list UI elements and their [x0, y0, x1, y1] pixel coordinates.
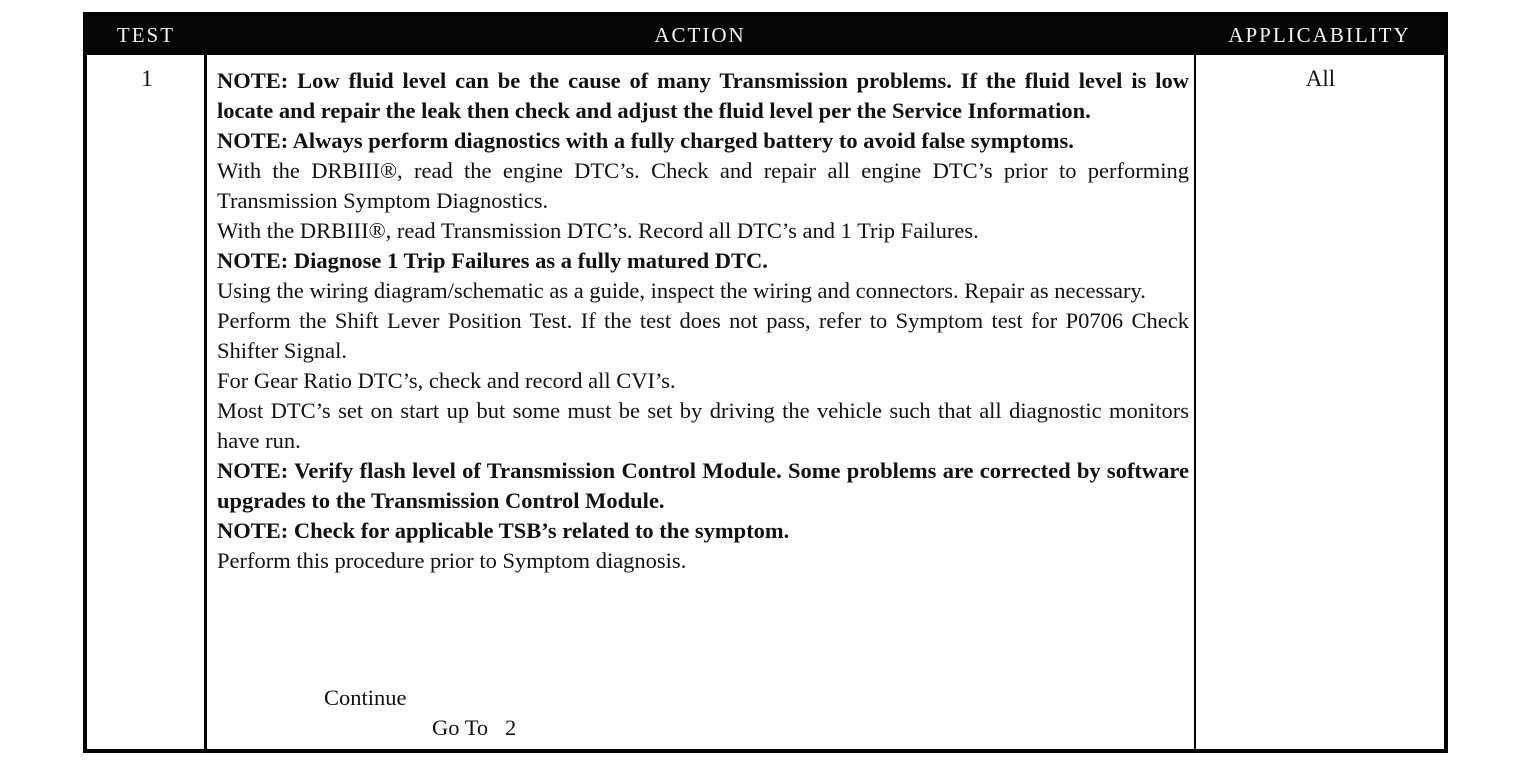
- action-paragraph: NOTE: Verify flash level of Transmission Control Module. Some problems are corrected by software upgrades to the Transmission Control Module.: [217, 458, 1189, 513]
- action-paragraph: NOTE: Always perform diagnostics with a fully charged battery to avoid false symptoms.: [217, 128, 1074, 153]
- table-header-row: [87, 16, 1444, 55]
- action-paragraph: Perform this procedure prior to Symptom diagnosis.: [217, 548, 687, 573]
- action-paragraph: NOTE: Low fluid level can be the cause of many Transmission problems. If the fluid level is low locate and repair the leak then check and adjust the fluid level per the Service Information.: [217, 68, 1189, 123]
- action-paragraph: Using the wiring diagram/schematic as a guide, inspect the wiring and connectors. Repair as necessary.: [217, 278, 1146, 303]
- action-cell: [217, 66, 1189, 576]
- action-paragraph: With the DRBIII®, read Transmission DTC’s. Record all DTC’s and 1 Trip Failures.: [217, 218, 979, 243]
- header-applicability: APPLICABILITY: [1228, 23, 1411, 47]
- header-test: TEST: [116, 23, 176, 47]
- goto-step: Go To 2: [432, 715, 517, 740]
- applicability-value: All: [1305, 66, 1336, 91]
- column-divider: [1194, 55, 1196, 749]
- action-paragraph: For Gear Ratio DTC’s, check and record all CVI’s.: [217, 368, 676, 393]
- header-action: ACTION: [654, 23, 746, 47]
- column-divider: [204, 55, 207, 749]
- continue-label: Continue: [324, 685, 407, 710]
- action-paragraph: NOTE: Check for applicable TSB’s related to the symptom.: [217, 518, 790, 543]
- action-paragraph: NOTE: Diagnose 1 Trip Failures as a fully matured DTC.: [217, 248, 768, 273]
- test-number: 1: [141, 66, 153, 91]
- diagnostic-table: [83, 12, 1448, 753]
- action-paragraph: With the DRBIII®, read the engine DTC’s. Check and repair all engine DTC’s prior to performing Transmission Symptom Diagnostics.: [217, 158, 1189, 213]
- action-paragraph: Most DTC’s set on start up but some must be set by driving the vehicle such that all diagnostic monitors have run.: [217, 398, 1189, 453]
- action-paragraph: Perform the Shift Lever Position Test. If the test does not pass, refer to Symptom test for P0706 Check Shifter Signal.: [217, 308, 1189, 363]
